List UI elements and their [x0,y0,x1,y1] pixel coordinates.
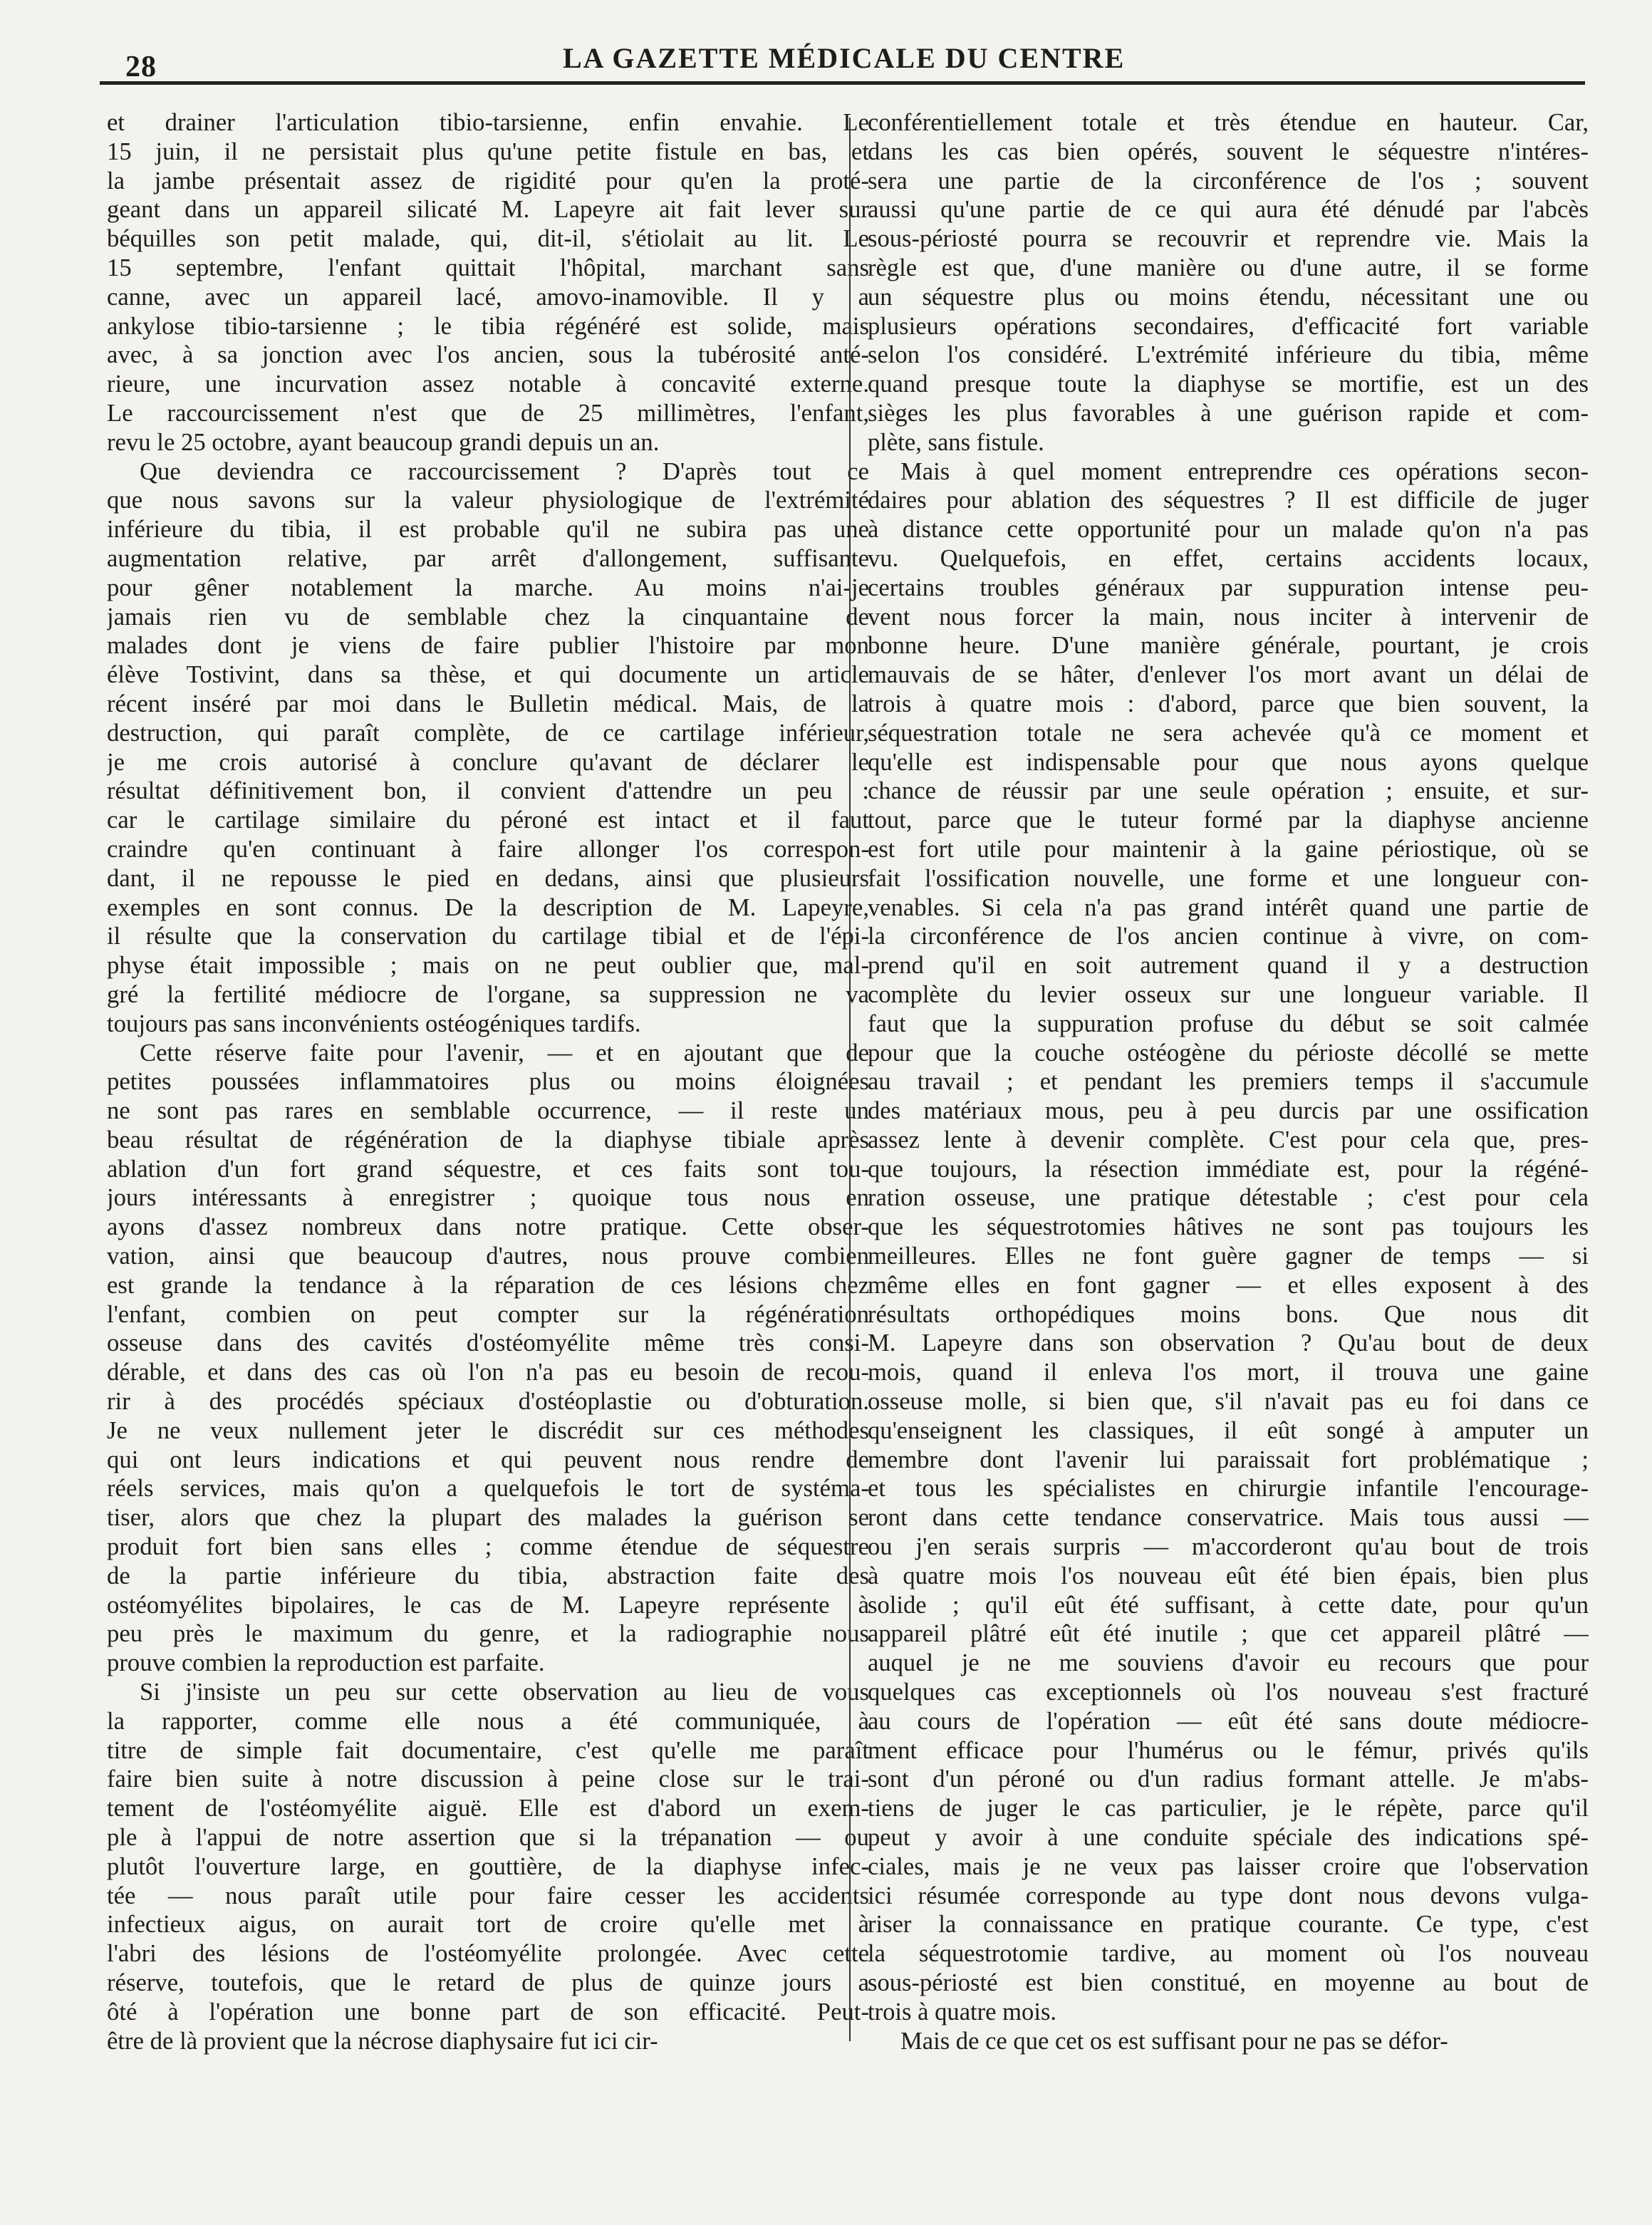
text-line: destruction, qui paraît complète, de ce cartilage inférieur, [107,718,869,747]
text-line: ankylose tibio-tarsienne ; le tibia régénéré est solide, mais [107,311,869,340]
text-line: ciales, mais je ne veux pas laisser croire que l'observation [868,1852,1589,1880]
text-line: auquel je ne me souviens d'avoir eu recours que pour [868,1649,1589,1677]
text-line: réserve, toutefois, que le retard de plus de quinze jours a [107,1969,869,1996]
text-line: je me crois autorisé à conclure qu'avant de déclarer le [107,747,869,776]
text-line: peut y avoir à une conduite spéciale des indications spé- [868,1824,1589,1852]
text-line: rir à des procédés spéciaux d'ostéoplastie ou d'obturation. [107,1387,869,1416]
text-line: toujours pas sans inconvénients ostéogéniques tardifs. [107,1009,641,1037]
text-line: dérable, et dans des cas où l'on n'a pas eu besoin de recou- [107,1358,869,1386]
text-line: gré la fertilité médiocre de l'organe, sa suppression ne va [107,980,869,1008]
text-line: que les séquestrotomies hâtives ne sont pas toujours les [868,1213,1589,1241]
text-line: réels services, mais qu'on a quelquefois le tort de systéma- [107,1474,869,1503]
text-line: faut que la suppuration profuse du début se soit calmée [868,1010,1589,1037]
text-line: craindre qu'en continuant à faire allonger l'os correspon- [107,834,869,863]
text-line: trois à quatre mois : d'abord, parce que bien souvent, la [868,690,1589,717]
text-line: ration osseuse, une pratique détestable ; c'est pour cela [868,1184,1589,1212]
paragraph [868,108,1589,457]
text-line: sera une partie de la circonférence de l'os ; souvent [868,167,1589,195]
text-line: au travail ; et pendant les premiers temps il s'accumule [868,1068,1589,1096]
text-line: produit fort bien sans elles ; comme étendue de séquestre [107,1532,869,1561]
text-line: ou j'en serais surpris — m'accorderont qu'au bout de trois [868,1533,1589,1561]
text-line: fait l'ossification nouvelle, une forme et une longueur con- [868,864,1589,892]
text-line: daires pour ablation des séquestres ? Il est difficile de juger [868,487,1589,514]
left-column [107,108,869,2055]
text-line: dans les cas bien opérés, souvent le séquestre n'intéres- [868,138,1589,165]
text-line: ôté à l'opération une bonne part de son efficacité. Peut- [107,1997,869,2026]
text-line: jours intéressants à enregistrer ; quoique tous nous en [107,1183,869,1212]
text-line: Si j'insiste un peu sur cette observation au lieu de vous [140,1678,869,1706]
text-line: 15 juin, il ne persistait plus qu'une petite fistule en bas, et [107,137,869,165]
text-line: la rapporter, comme elle nous a été communiquée, à [107,1706,869,1735]
text-line: exemples en sont connus. De la description de M. Lapeyre, [107,893,869,921]
text-line: vent nous forcer la main, nous inciter à intervenir de [868,603,1589,631]
text-line: des matériaux mous, peu à peu durcis par une ossification [868,1097,1589,1125]
text-line: et tous les spécialistes en chirurgie infantile l'encourage- [868,1475,1589,1503]
text-line: qu'elle est indispensable pour que nous ayons quelque [868,748,1589,776]
text-line: ayons d'assez nombreux dans notre pratique. Cette obser- [107,1213,869,1241]
text-line: Mais à quel moment entreprendre ces opérations secon- [900,457,1589,485]
text-line: infectieux aigus, on aurait tort de croire qu'elle met à [107,1910,869,1939]
text-line: plusieurs opérations secondaires, d'efficacité fort variable [868,312,1589,340]
text-line: trois à quatre mois. [868,1998,1057,2026]
text-line: tée — nous paraît utile pour faire cesser les accidents [107,1881,869,1909]
text-line: plète, sans fistule. [868,428,1044,456]
text-line: meilleures. Elles ne font guère gagner de temps — si [868,1243,1589,1270]
text-line: Le raccourcissement n'est que de 25 millimètres, l'enfant, [107,398,869,427]
text-line: élève Tostivint, dans sa thèse, et qui documente un article [107,660,869,689]
text-line: l'abri des lésions de l'ostéomyélite prolongée. Avec cette [107,1939,869,1968]
text-line: 15 septembre, l'enfant quittait l'hôpital, marchant sans [107,253,869,281]
text-line: inférieure du tibia, il est probable qu'il ne subira pas une [107,515,869,544]
text-line: plutôt l'ouverture large, en gouttière, de la diaphyse infec- [107,1852,869,1880]
text-line: prouve combien la reproduction est parfaite. [107,1649,545,1677]
text-line: beau résultat de régénération de la diaphyse tibiale après [107,1125,869,1153]
text-line: béquilles son petit malade, qui, dit-il, s'étiolait au lit. Le [107,224,869,253]
text-line: complète du levier osseux sur une longueur variable. Il [868,980,1589,1008]
text-line: et drainer l'articulation tibio-tarsienne, enfin envahie. Le [107,108,869,136]
text-line: l'enfant, combien on peut compter sur la régénération [107,1300,869,1328]
text-line: à quatre mois l'os nouveau eût été bien épais, bien plus [868,1562,1589,1589]
text-line: la circonférence de l'os ancien continue à vivre, on com- [868,923,1589,950]
text-line: la séquestrotomie tardive, au moment où l'os nouveau [868,1940,1589,1968]
text-line: sièges les plus favorables à une guérison rapide et com- [868,399,1589,427]
text-line: physe était impossible ; mais on ne peut oublier que, mal- [107,951,869,980]
text-line: règle est que, d'une manière ou d'une autre, il se forme [868,254,1589,281]
page-number: 28 [125,51,157,83]
paragraph [107,1678,869,2055]
text-line: récent inséré par moi dans le Bulletin médical. Mais, de la [107,689,869,717]
text-line: avec, à sa jonction avec l'os ancien, sous la tubérosité anté- [107,341,869,369]
journal-title: LA GAZETTE MÉDICALE DU CENTRE [563,42,1126,74]
text-line: au cours de l'opération — eût été sans doute médiocre- [868,1707,1589,1735]
text-line: conférentiellement totale et très étendue en hauteur. Car, [868,109,1589,136]
text-line: mauvais de se hâter, d'enlever l'os mort avant un délai de [868,661,1589,689]
text-line: riser la connaissance en pratique courante. Ce type, c'est [868,1911,1589,1939]
text-line: chance de réussir par une seule opération ; ensuite, et sur- [868,777,1589,805]
text-line: ront dans cette tendance conservatrice. Mais tous aussi — [868,1504,1589,1532]
text-line: séquestration totale ne sera achevée qu'à ce moment et [868,719,1589,747]
text-line: augmentation relative, par arrêt d'allongement, suffisante [107,544,869,572]
header-rule [100,81,1585,85]
text-line: dant, il ne repousse le pied en dedans, ainsi que plusieurs [107,863,869,892]
paragraph [107,1039,869,1679]
text-line: être de là provient que la nécrose diaphysaire fut ici cir- [107,2026,658,2055]
text-line: résultats orthopédiques moins bons. Que nous dit [868,1300,1589,1328]
text-line: un séquestre plus ou moins étendu, nécessitant une ou [868,283,1589,311]
text-line: membre dont l'avenir lui paraissait fort problématique ; [868,1446,1589,1473]
text-line: la jambe présentait assez de rigidité pour qu'en la proté- [107,166,869,195]
text-line: canne, avec un appareil lacé, amovo-inamovible. Il y a [107,282,869,311]
column-divider [849,118,851,2041]
text-line: de la partie inférieure du tibia, abstraction faite des [107,1561,869,1589]
text-line: que toujours, la résection immédiate est, pour la régéné- [868,1155,1589,1183]
page-header [100,34,1589,84]
text-line: qu'enseignent les classiques, il eût songé à amputer un [868,1416,1589,1444]
text-line: aussi qu'une partie de ce qui aura été dénudé par l'abcès [868,196,1589,224]
text-line: car le cartilage similaire du péroné est intact et il faut [107,806,869,834]
text-line: il résulte que la conservation du cartilage tibial et de l'épi- [107,922,869,950]
text-line: même elles en font gagner — et elles exposent à des [868,1271,1589,1299]
text-line: sous-périosté pourra se recouvrir et reprendre vie. Mais la [868,225,1589,253]
text-line: certains troubles généraux par suppuration intense peu- [868,574,1589,601]
text-line: tiser, alors que chez la plupart des malades la guérison se [107,1503,869,1532]
text-line: geant dans un appareil silicaté M. Lapeyre ait fait lever sur [107,195,869,224]
text-line: Cette réserve faite pour l'avenir, — et en ajoutant que de [140,1038,869,1067]
text-line: qui ont leurs indications et qui peuvent nous rendre de [107,1445,869,1473]
text-line: résultat définitivement bon, il convient d'attendre un peu : [107,777,869,805]
text-line: jamais rien vu de semblable chez la cinquantaine de [107,602,869,631]
text-line: prend qu'il en soit autrement quand il y a destruction [868,952,1589,980]
text-line: est fort utile pour maintenir à la gaine périostique, où se [868,835,1589,863]
text-line: assez lente à devenir complète. C'est pour cela que, pres- [868,1126,1589,1153]
text-line: Que deviendra ce raccourcissement ? D'après tout ce [140,457,869,485]
text-line: bonne heure. D'une manière générale, pourtant, je crois [868,632,1589,660]
text-line: solide ; qu'il eût été suffisant, à cette date, pour qu'un [868,1591,1589,1619]
text-line: sont d'un péroné ou d'un radius formant attelle. Je m'abs- [868,1765,1589,1793]
text-line: mois, quand il enleva l'os mort, il trouva une gaine [868,1359,1589,1386]
text-line: osseuse dans des cavités d'ostéomyélite même très consi- [107,1329,869,1357]
text-line: Mais de ce que cet os est suffisant pour ne pas se défor- [900,2027,1448,2055]
text-line: pour gêner notablement la marche. Au moins n'ai-je [107,573,869,601]
text-line: osseuse molle, si bien que, s'il n'avait pas eu foi dans ce [868,1388,1589,1416]
text-line: vation, ainsi que beaucoup d'autres, nous prouve combien [107,1242,869,1270]
text-line: peu près le maximum du genre, et la radiographie nous [107,1619,869,1648]
paragraph [868,457,1589,2027]
text-line: ici résumée corresponde au type dont nous devons vulga- [868,1882,1589,1909]
text-line: à distance cette opportunité pour un malade qu'on n'a pas [868,516,1589,544]
text-line: tout, parce que le tuteur formé par la diaphyse ancienne [868,807,1589,834]
text-line: rieure, une incurvation assez notable à concavité externe. [107,370,869,398]
text-line: ablation d'un fort grand séquestre, et ces faits sont tou- [107,1154,869,1183]
text-line: petites poussées inflammatoires plus ou moins éloignées [107,1067,869,1096]
text-line: quand presque toute la diaphyse se mortifie, est un des [868,370,1589,398]
text-line: ostéomyélites bipolaires, le cas de M. Lapeyre représente à [107,1590,869,1619]
text-line: sous-périosté est bien constitué, en moyenne au bout de [868,1969,1589,1996]
text-line: pour que la couche ostéogène du périoste décollé se mette [868,1039,1589,1067]
text-line: ne sont pas rares en semblable occurrence, — il reste un [107,1096,869,1125]
text-line: vu. Quelquefois, en effet, certains accidents locaux, [868,544,1589,572]
paragraph [107,457,869,1039]
text-line: M. Lapeyre dans son observation ? Qu'au bout de deux [868,1329,1589,1357]
text-line: est grande la tendance à la réparation de ces lésions chez [107,1270,869,1299]
text-line: selon l'os considéré. L'extrémité inférieure du tibia, même [868,341,1589,369]
text-line: titre de simple fait documentaire, c'est qu'elle me paraît [107,1736,869,1764]
text-line: tiens de juger le cas particulier, je le répète, parce qu'il [868,1795,1589,1822]
text-line: quelques cas exceptionnels où l'os nouveau s'est fracturé [868,1679,1589,1706]
text-line: que nous savons sur la valeur physiologique de l'extrémité [107,486,869,514]
text-line: malades dont je viens de faire publier l'histoire par mon [107,631,869,660]
text-line: ment efficace pour l'humérus ou le fémur, privés qu'ils [868,1736,1589,1764]
text-line: venables. Si cela n'a pas grand intérêt quand une partie de [868,893,1589,921]
text-line: tement de l'ostéomyélite aiguë. Elle est d'abord un exem- [107,1794,869,1822]
text-line: appareil plâtré eût été inutile ; que cet appareil plâtré — [868,1620,1589,1648]
paragraph [868,2027,1589,2056]
text-line: Je ne veux nullement jeter le discrédit sur ces méthodes [107,1416,869,1444]
text-line: revu le 25 octobre, ayant beaucoup grandi depuis un an. [107,427,660,456]
right-column [868,108,1589,2055]
text-line: ple à l'appui de notre assertion que si la trépanation — ou [107,1823,869,1852]
text-line: faire bien suite à notre discussion à peine close sur le trai- [107,1765,869,1793]
paragraph [107,108,869,457]
